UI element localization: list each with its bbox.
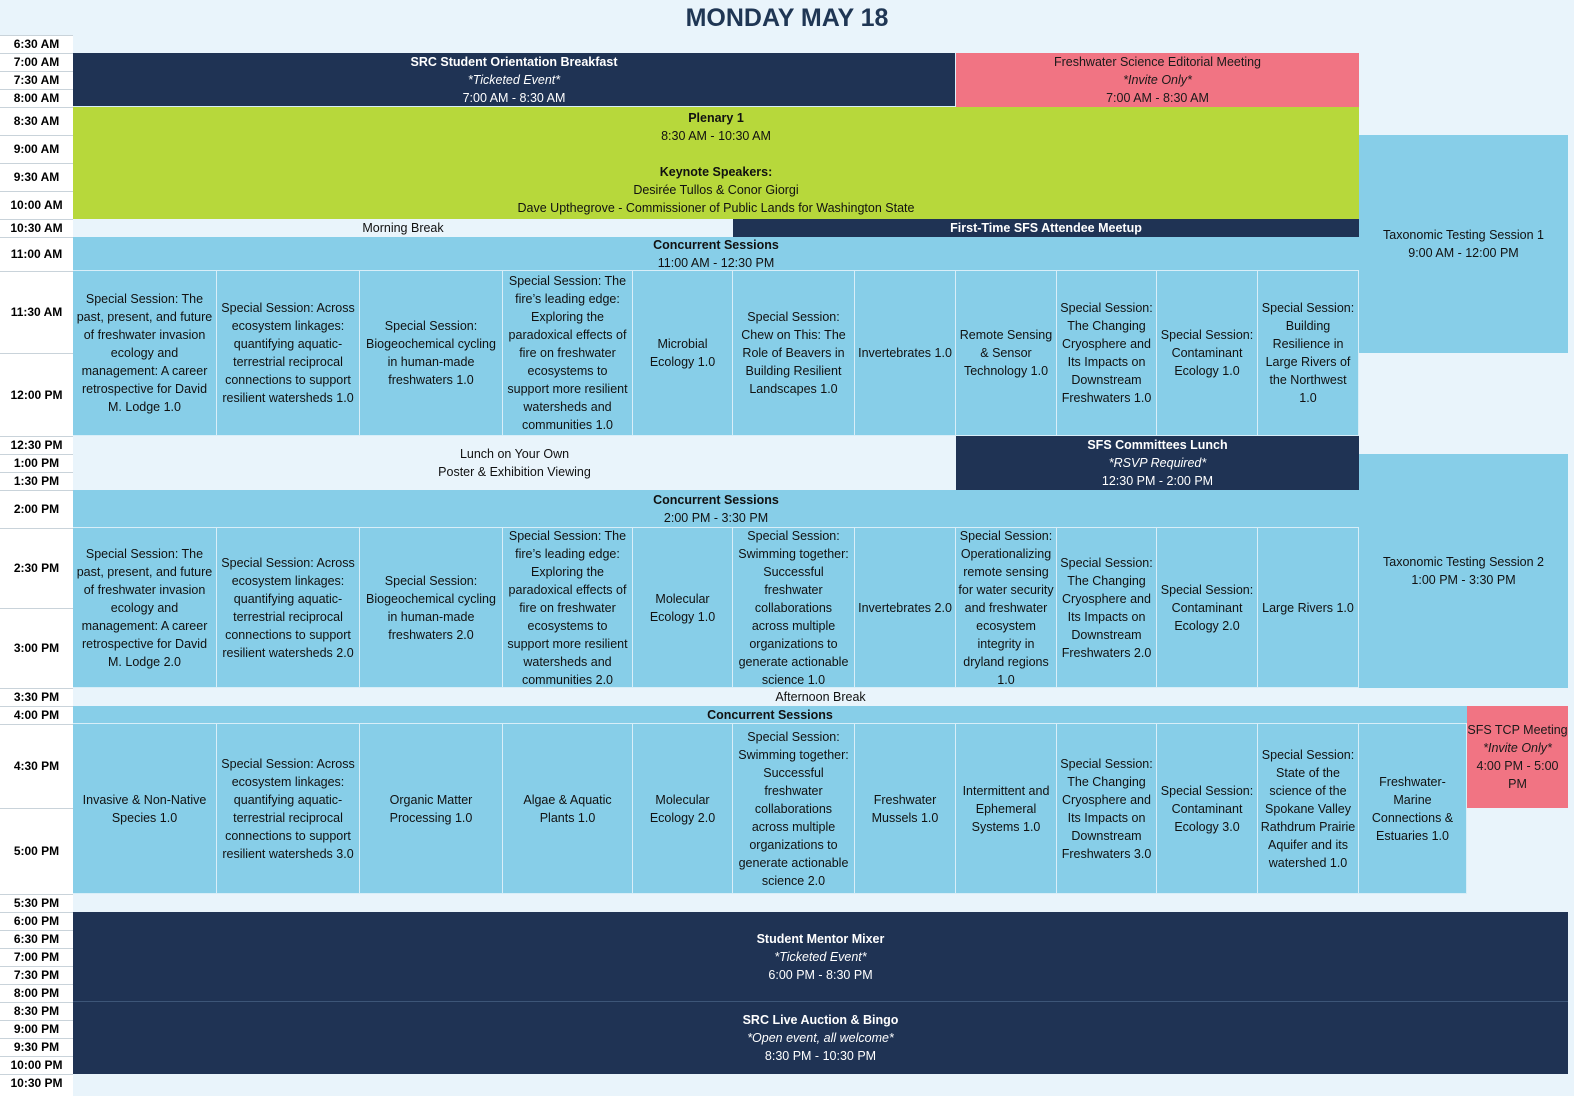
time-gridline bbox=[0, 436, 73, 437]
session-cell[interactable] bbox=[1157, 528, 1258, 688]
session-title: Special Session: Building Resilience in Large Rivers of the Northwest 1.0 bbox=[1261, 301, 1355, 405]
time-gridline bbox=[0, 894, 73, 895]
time-gridline bbox=[0, 237, 73, 238]
session-cell[interactable] bbox=[1057, 528, 1157, 688]
time-label: 10:00 AM bbox=[10, 198, 63, 212]
session-title: Molecular Ecology 2.0 bbox=[649, 792, 716, 825]
event-title: SRC Live Auction & Bingo bbox=[742, 1013, 899, 1027]
event-title: Freshwater Science Editorial Meeting bbox=[1053, 55, 1262, 69]
session-title: Special Session: Chew on This: The Role of Beavers in Building Resilient Landscapes 1.0 bbox=[741, 310, 846, 396]
time-label: 10:30 AM bbox=[10, 221, 63, 235]
event-morning-break[interactable] bbox=[73, 219, 733, 237]
time-gridline bbox=[0, 89, 73, 90]
event-plenary[interactable] bbox=[73, 107, 1359, 219]
keynote-speakers: Desirée Tullos & Conor Giorgi bbox=[633, 183, 799, 197]
session-cell[interactable] bbox=[360, 271, 503, 436]
session-cell[interactable] bbox=[73, 724, 217, 894]
session-title: Special Session: The past, present, and future of freshwater invasion ecology and management: A career retrospective for David M. Lodge 2.0 bbox=[76, 546, 213, 669]
event-student-mentor-mixer[interactable] bbox=[73, 912, 1568, 1002]
time-label: 5:30 PM bbox=[13, 896, 60, 910]
session-title: Special Session: Across ecosystem linkages: quantifying aquatic-terrestrial reciprocal connections to support resilient watersheds 3.0 bbox=[221, 756, 355, 861]
session-cell[interactable] bbox=[73, 528, 217, 688]
session-title: Algae & Aquatic Plants 1.0 bbox=[523, 792, 612, 825]
event-live-auction-bingo[interactable] bbox=[73, 1002, 1568, 1074]
time-label: 3:30 PM bbox=[13, 690, 60, 704]
session-cell[interactable] bbox=[1258, 271, 1359, 436]
session-title: Special Session: Contaminant Ecology 2.0 bbox=[1160, 582, 1254, 633]
session-cell[interactable] bbox=[733, 528, 855, 688]
time-label: 9:00 PM bbox=[13, 1022, 60, 1036]
section-title: Concurrent Sessions bbox=[707, 707, 833, 722]
time-label: 5:00 PM bbox=[13, 844, 60, 858]
session-cell[interactable] bbox=[633, 271, 733, 436]
session-cell[interactable] bbox=[1157, 724, 1258, 894]
time-column bbox=[0, 35, 73, 1096]
event-time: 6:00 PM - 8:30 PM bbox=[768, 967, 873, 982]
event-time: 4:00 PM - 5:00 PM bbox=[1476, 759, 1559, 791]
session-title: Special Session: Swimming together: Successful freshwater collaborations across multiple organizations to generate actionable science 2.0 bbox=[738, 729, 849, 888]
event-title: SRC Student Orientation Breakfast bbox=[410, 54, 618, 69]
event-time: 7:00 AM - 8:30 AM bbox=[1106, 91, 1209, 105]
time-label: 8:00 AM bbox=[13, 91, 60, 105]
session-cell[interactable] bbox=[1057, 724, 1157, 894]
event-src-breakfast[interactable] bbox=[73, 53, 956, 107]
session-cell[interactable] bbox=[733, 271, 855, 436]
event-afternoon-break[interactable] bbox=[73, 688, 1568, 706]
session-cell[interactable] bbox=[956, 271, 1057, 436]
concurrent-sessions-2-header bbox=[73, 490, 1359, 528]
time-label: 7:00 AM bbox=[13, 55, 60, 69]
time-gridline bbox=[0, 984, 73, 985]
session-title: Special Session: Swimming together: Successful freshwater collaborations across multiple organizations to generate actionable science 1.0 bbox=[738, 528, 849, 687]
time-label: 8:00 PM bbox=[13, 986, 60, 1000]
time-label: 1:00 PM bbox=[13, 456, 60, 470]
event-time: 1:00 PM - 3:30 PM bbox=[1411, 573, 1516, 587]
event-title: Taxonomic Testing Session 2 bbox=[1383, 555, 1544, 569]
session-cell[interactable] bbox=[217, 724, 360, 894]
session-title: Special Session: Across ecosystem linkages: quantifying aquatic-terrestrial reciprocal connections to support resilient watersheds 2.0 bbox=[221, 555, 355, 660]
session-title: Special Session: The fire’s leading edge: Exploring the paradoxical effects of fire on freshwater ecosystems to support more resilient watersheds and communities 1.0 bbox=[507, 274, 628, 432]
time-gridline bbox=[0, 454, 73, 455]
time-gridline bbox=[0, 1020, 73, 1021]
concurrent-sessions-3-header bbox=[73, 706, 1467, 724]
session-cell[interactable] bbox=[1258, 724, 1359, 894]
page-title: MONDAY MAY 18 bbox=[685, 3, 889, 32]
time-label: 4:30 PM bbox=[13, 759, 60, 773]
section-time: 2:00 PM - 3:30 PM bbox=[663, 510, 769, 525]
session-cell[interactable] bbox=[956, 724, 1057, 894]
lunch-line-1: Lunch on Your Own bbox=[459, 447, 570, 461]
event-time: 9:00 AM - 12:00 PM bbox=[1408, 246, 1519, 260]
session-cell[interactable] bbox=[360, 724, 503, 894]
event-title: Student Mentor Mixer bbox=[756, 931, 885, 946]
time-label: 9:30 AM bbox=[13, 170, 60, 184]
event-title: Plenary 1 bbox=[688, 111, 744, 125]
time-gridline bbox=[0, 1002, 73, 1003]
time-gridline bbox=[0, 71, 73, 72]
time-label: 7:30 AM bbox=[13, 73, 60, 87]
event-title: Afternoon Break bbox=[775, 690, 866, 704]
time-label: 9:30 PM bbox=[13, 1040, 60, 1054]
time-label: 1:30 PM bbox=[13, 474, 60, 488]
session-title: Freshwater-Marine Connections & Estuaries 1.0 bbox=[1371, 774, 1454, 843]
session-title: Molecular Ecology 1.0 bbox=[649, 591, 716, 624]
time-label: 9:00 AM bbox=[13, 142, 60, 156]
event-tcp-meeting[interactable] bbox=[1467, 706, 1568, 808]
session-cell[interactable] bbox=[855, 528, 956, 688]
time-gridline bbox=[0, 353, 73, 354]
time-gridline bbox=[0, 53, 73, 54]
section-title: Concurrent Sessions bbox=[653, 492, 779, 507]
event-committees-lunch[interactable] bbox=[956, 436, 1359, 490]
event-time: 7:00 AM - 8:30 AM bbox=[462, 90, 566, 105]
time-label: 7:30 PM bbox=[13, 968, 60, 982]
time-gridline bbox=[0, 490, 73, 491]
session-title: Special Session: The past, present, and future of freshwater invasion ecology and management: A career retrospective for David M. Lodge 1.0 bbox=[76, 292, 213, 414]
time-gridline bbox=[0, 1074, 73, 1075]
time-label: 10:00 PM bbox=[10, 1058, 63, 1072]
time-gridline bbox=[0, 608, 73, 609]
event-note: *Ticketed Event* bbox=[467, 72, 561, 87]
event-title: SFS TCP Meeting bbox=[1467, 723, 1568, 737]
session-cell[interactable] bbox=[503, 724, 633, 894]
session-title: Special Session: The Changing Cryosphere and Its Impacts on Downstream Freshwaters 1.0 bbox=[1060, 301, 1153, 405]
event-time: 8:30 AM - 10:30 AM bbox=[661, 129, 771, 143]
time-gridline bbox=[0, 135, 73, 136]
session-cell[interactable] bbox=[503, 271, 633, 436]
session-cell[interactable] bbox=[633, 528, 733, 688]
time-label: 6:30 PM bbox=[13, 932, 60, 946]
session-cell[interactable] bbox=[503, 528, 633, 688]
time-label: 11:00 AM bbox=[10, 247, 63, 261]
session-cell[interactable] bbox=[855, 724, 956, 894]
time-label: 12:30 PM bbox=[10, 438, 63, 452]
event-time: 8:30 PM - 10:30 PM bbox=[764, 1049, 877, 1063]
time-gridline bbox=[0, 688, 73, 689]
session-title: Special Session: Biogeochemical cycling in human-made freshwaters 2.0 bbox=[366, 573, 496, 642]
time-label: 12:00 PM bbox=[10, 387, 63, 402]
time-gridline bbox=[0, 930, 73, 931]
session-title: Freshwater Mussels 1.0 bbox=[871, 792, 939, 825]
session-cell[interactable] bbox=[855, 271, 956, 436]
time-label: 7:00 PM bbox=[13, 950, 60, 964]
event-note: *Open event, all welcome* bbox=[747, 1031, 894, 1045]
session-title: Organic Matter Processing 1.0 bbox=[389, 792, 473, 825]
session-title: Special Session: The Changing Cryosphere and Its Impacts on Downstream Freshwaters 2.0 bbox=[1060, 555, 1153, 660]
event-title: Taxonomic Testing Session 1 bbox=[1383, 228, 1544, 242]
time-gridline bbox=[0, 948, 73, 949]
time-label: 8:30 PM bbox=[13, 1004, 60, 1018]
session-title: Intermittent and Ephemeral Systems 1.0 bbox=[962, 783, 1050, 834]
time-gridline bbox=[0, 472, 73, 473]
session-title: Special Session: Contaminant Ecology 3.0 bbox=[1160, 783, 1254, 834]
time-label: 6:30 AM bbox=[13, 37, 60, 51]
session-cell[interactable] bbox=[1057, 271, 1157, 436]
time-gridline bbox=[0, 107, 73, 108]
session-title: Invertebrates 1.0 bbox=[858, 346, 952, 360]
event-note: *Ticketed Event* bbox=[774, 949, 867, 964]
session-title: Special Session: State of the science of the Spokane Valley Rathdrum Prairie Aquifer and its watershed 1.0 bbox=[1260, 747, 1356, 870]
session-title: Special Session: The Changing Cryosphere and Its Impacts on Downstream Freshwaters 3.0 bbox=[1060, 756, 1153, 861]
keynote-label: Keynote Speakers: bbox=[659, 165, 773, 179]
keynote-speaker-2: Dave Upthegrove - Commissioner of Public Lands for Washington State bbox=[517, 201, 915, 215]
session-cell[interactable] bbox=[217, 271, 360, 436]
time-gridline bbox=[0, 808, 73, 809]
event-lunch[interactable] bbox=[73, 436, 956, 490]
time-label: 11:30 AM bbox=[10, 305, 63, 319]
concurrent-sessions-1-header bbox=[73, 237, 1359, 271]
time-gridline bbox=[0, 1056, 73, 1057]
time-gridline bbox=[0, 724, 73, 725]
time-label: 8:30 AM bbox=[13, 114, 60, 128]
event-taxonomic-testing-1[interactable] bbox=[1359, 135, 1568, 353]
time-gridline bbox=[0, 35, 73, 36]
event-taxonomic-testing-2[interactable] bbox=[1359, 454, 1568, 688]
session-title: Large Rivers 1.0 bbox=[1262, 600, 1354, 615]
session-cell[interactable] bbox=[733, 724, 855, 894]
event-title: SFS Committees Lunch bbox=[1087, 438, 1228, 452]
session-cell[interactable] bbox=[73, 271, 217, 436]
time-gridline bbox=[0, 219, 73, 220]
session-title: Special Session: Contaminant Ecology 1.0 bbox=[1160, 328, 1254, 378]
session-cell[interactable] bbox=[956, 528, 1057, 688]
session-title: Invasive & Non-Native Species 1.0 bbox=[82, 792, 207, 825]
time-gridline bbox=[0, 271, 73, 272]
session-title: Remote Sensing & Sensor Technology 1.0 bbox=[959, 328, 1053, 378]
event-title: First-Time SFS Attendee Meetup bbox=[950, 221, 1142, 235]
time-label: 3:00 PM bbox=[13, 641, 60, 655]
event-note: *RSVP Required* bbox=[1108, 456, 1207, 470]
time-label: 10:30 PM bbox=[10, 1076, 63, 1090]
session-cell[interactable] bbox=[360, 528, 503, 688]
session-title: Special Session: Operationalizing remote sensing for water security and freshwater ecosystem integrity in dryland regions 1.0 bbox=[958, 528, 1054, 687]
time-label: 2:30 PM bbox=[13, 561, 60, 575]
session-cell[interactable] bbox=[633, 724, 733, 894]
section-time: 11:00 AM - 12:30 PM bbox=[657, 255, 775, 270]
event-editorial-meeting[interactable] bbox=[956, 53, 1359, 107]
event-note: *Invite Only* bbox=[1483, 741, 1552, 755]
session-cell[interactable] bbox=[217, 528, 360, 688]
lunch-line-2: Poster & Exhibition Viewing bbox=[438, 465, 591, 479]
session-cell[interactable] bbox=[1258, 528, 1359, 688]
session-title: Microbial Ecology 1.0 bbox=[649, 337, 716, 369]
session-title: Special Session: The fire’s leading edge: Exploring the paradoxical effects of fire on freshwater ecosystems to support more resilient watersheds and communities 2.0 bbox=[507, 528, 628, 687]
time-gridline bbox=[0, 191, 73, 192]
event-title: Morning Break bbox=[362, 221, 444, 235]
time-gridline bbox=[0, 1038, 73, 1039]
event-time: 12:30 PM - 2:00 PM bbox=[1101, 474, 1214, 488]
session-cell[interactable] bbox=[1157, 271, 1258, 436]
session-title: Special Session: Across ecosystem linkages: quantifying aquatic-terrestrial reciprocal connections to support resilient watersheds 1.0 bbox=[221, 301, 355, 405]
session-title: Special Session: Biogeochemical cycling in human-made freshwaters 1.0 bbox=[366, 319, 496, 387]
event-first-time-meetup[interactable] bbox=[733, 219, 1359, 237]
time-gridline bbox=[0, 163, 73, 164]
time-gridline bbox=[0, 966, 73, 967]
time-label: 2:00 PM bbox=[13, 502, 60, 516]
session-cell[interactable] bbox=[1359, 724, 1467, 894]
time-gridline bbox=[0, 912, 73, 913]
section-title: Concurrent Sessions bbox=[653, 237, 779, 252]
time-label: 4:00 PM bbox=[13, 708, 60, 722]
time-gridline bbox=[0, 706, 73, 707]
event-note: *Invite Only* bbox=[1123, 73, 1192, 87]
time-gridline bbox=[0, 528, 73, 529]
session-title: Invertebrates 2.0 bbox=[858, 600, 952, 615]
time-label: 6:00 PM bbox=[13, 914, 60, 928]
